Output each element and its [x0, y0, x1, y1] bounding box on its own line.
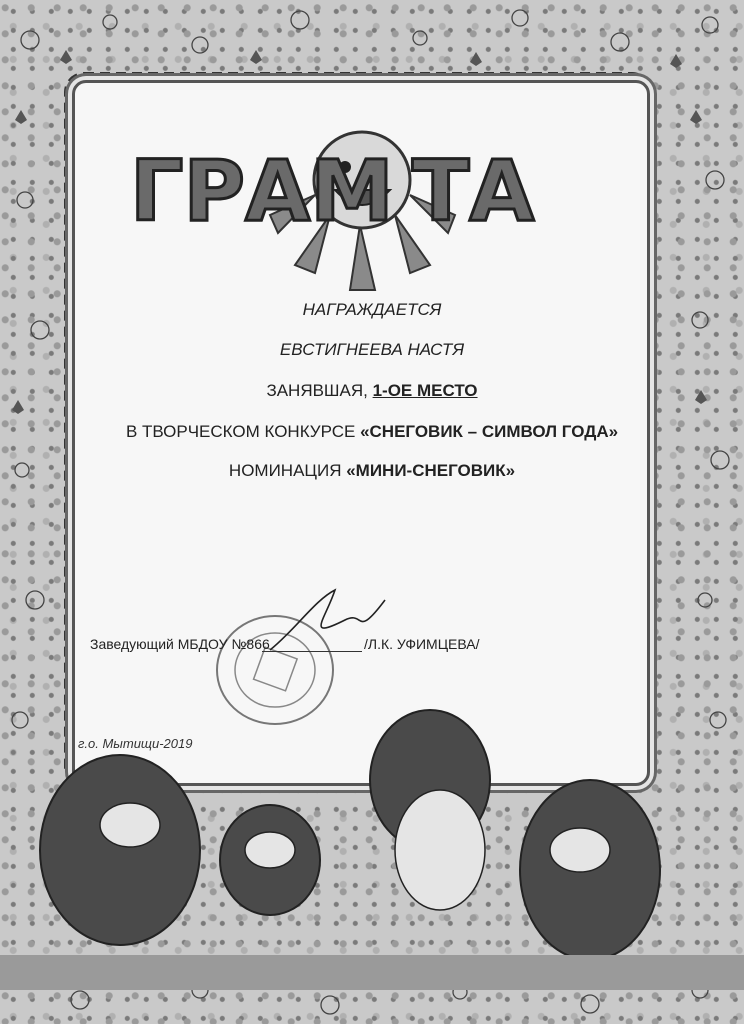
place-line — [0, 381, 744, 401]
place-prefix: ЗАНЯВШАЯ, — [266, 381, 373, 400]
recipient-name: ЕВСТИГНЕЕВА НАСТЯ — [279, 340, 465, 359]
awarded-line: НАГРАЖДАЕТСЯ — [302, 300, 442, 319]
cartoon-animals-illustration — [0, 700, 744, 990]
squirrel-icon — [40, 755, 200, 945]
signatory-position: Заведующий МБДОУ №866 — [90, 636, 270, 652]
contest-prefix: В ТВОРЧЕСКОМ КОНКУРСЕ — [125, 422, 361, 441]
place-value: 1-ОЕ МЕСТО — [372, 381, 478, 400]
nomination-name: «МИНИ-СНЕГОВИК» — [346, 461, 516, 480]
signature-line — [262, 651, 362, 652]
nomination-prefix: НОМИНАЦИЯ — [228, 461, 347, 480]
handwritten-signature — [265, 580, 395, 670]
signatory-name: /Л.К. УФИМЦЕВА/ — [364, 636, 480, 652]
city-year: г.о. Мытищи-2019 — [78, 736, 193, 751]
logo-text-part1: ГРАМ — [130, 142, 394, 240]
contest-name: «СНЕГОВИК – СИМВОЛ ГОДА» — [360, 422, 619, 441]
gramota-logo — [130, 105, 580, 295]
logo-text-part2: ТА — [412, 142, 535, 240]
nomination-line — [0, 461, 744, 481]
contest-line — [0, 422, 744, 442]
